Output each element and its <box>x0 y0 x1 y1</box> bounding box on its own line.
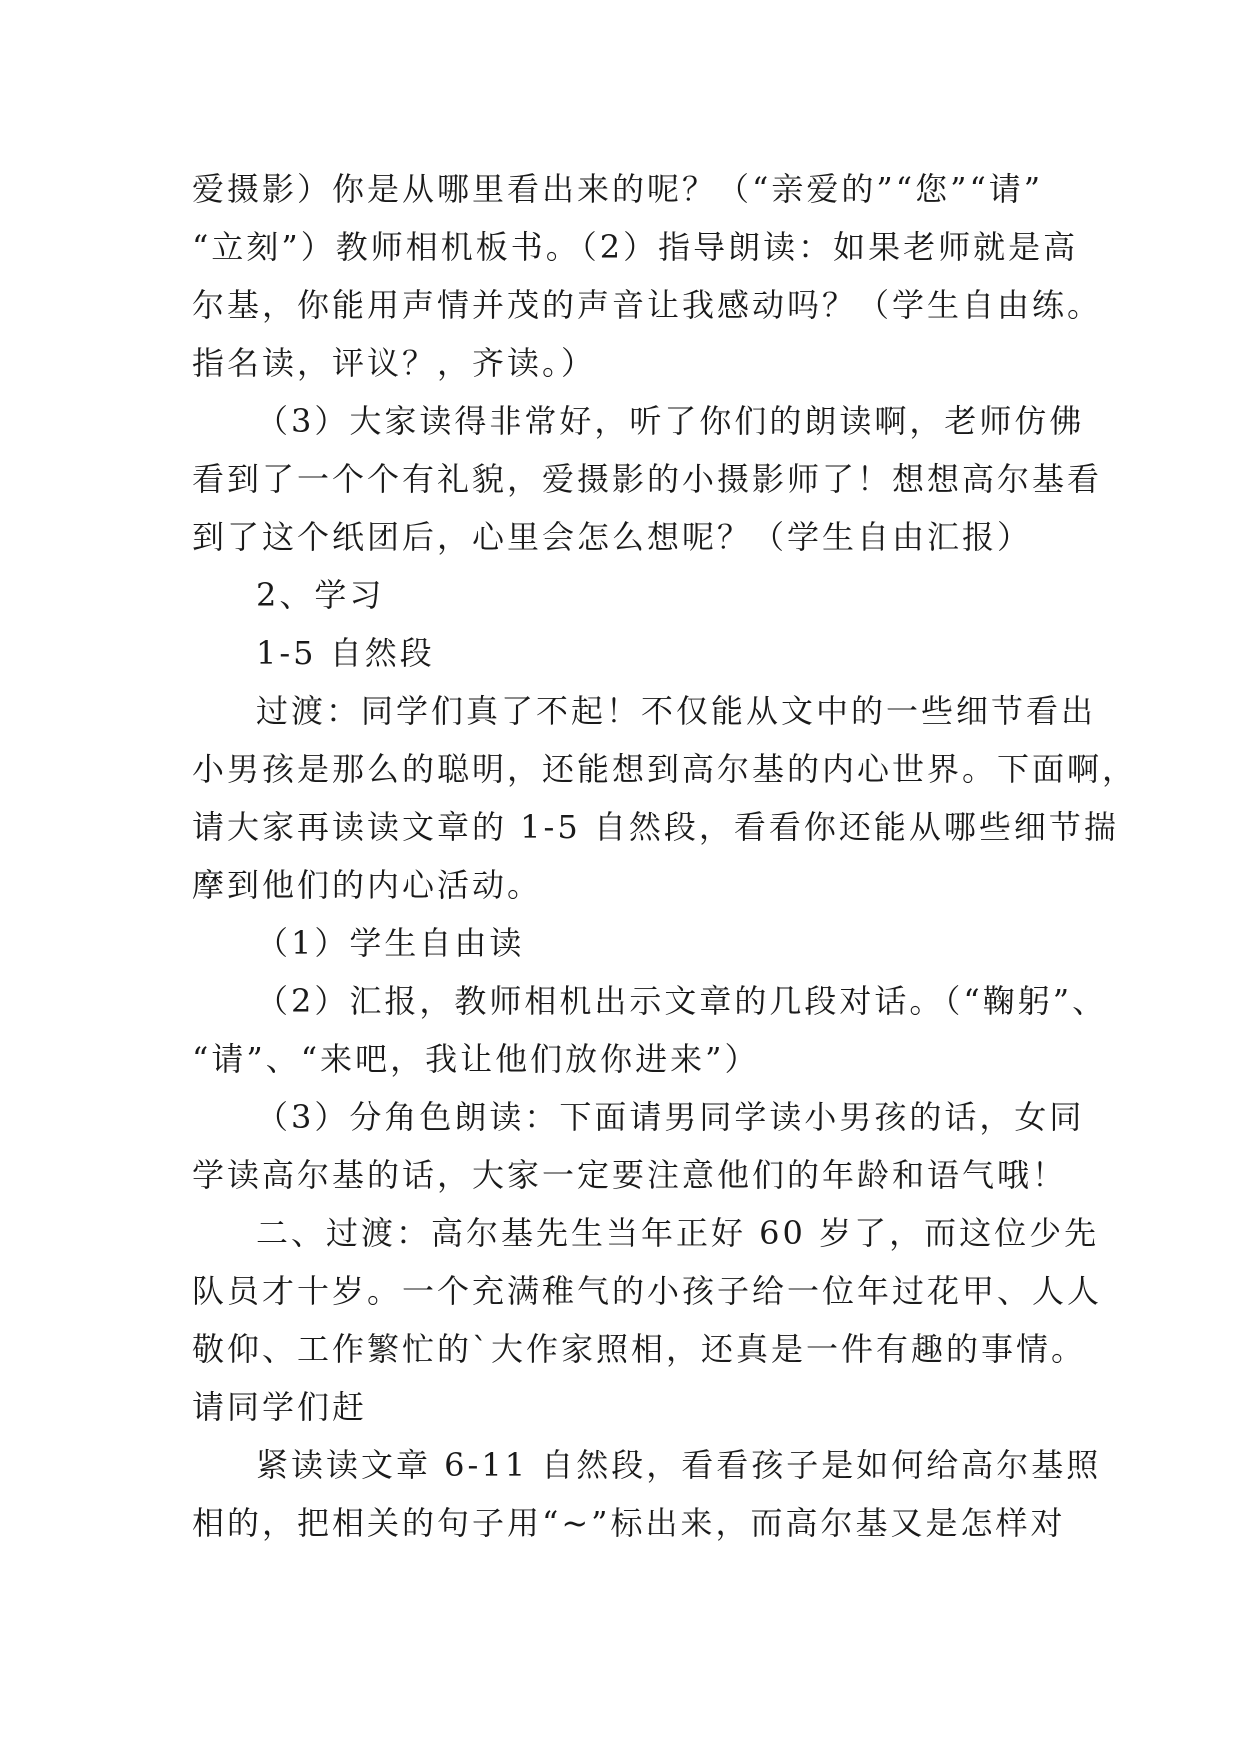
text-line-11: 小男孩是那么的聪明，还能想到高尔基的内心世界。下面啊， <box>192 750 1138 788</box>
text-line-13: 摩到他们的内心活动。 <box>192 866 543 904</box>
text-line-22: 请同学们赶 <box>192 1388 368 1426</box>
text-line-3: 尔基，你能用声情并茂的声音让我感动吗？（学生自由练。 <box>192 286 1103 324</box>
text-line-4: 指名读，评议？，齐读。） <box>192 344 597 382</box>
text-line-21: 敬仰、工作繁忙的`大作家照相，还真是一件有趣的事情。 <box>192 1330 1087 1368</box>
text-line-12: 请大家再读读文章的 1-5 自然段，看看你还能从哪些细节揣 <box>192 808 1119 846</box>
text-line-23: 紧读读文章 6-11 自然段，看看孩子是如何给高尔基照 <box>256 1446 1102 1484</box>
text-line-14: （1）学生自由读 <box>256 924 525 962</box>
text-line-1: 爱摄影）你是从哪里看出来的呢？（“亲爱的”“您”“请” <box>192 170 1044 208</box>
document-body <box>192 160 1138 1552</box>
text-line-15: （2）汇报，教师相机出示文章的几段对话。（“鞠躬”、 <box>256 982 1108 1020</box>
text-line-5: （3）大家读得非常好，听了你们的朗读啊，老师仿佛 <box>256 402 1085 440</box>
text-line-24: 相的，把相关的句子用“~”标出来，而高尔基又是怎样对 <box>192 1504 1066 1542</box>
text-line-20: 队员才十岁。一个充满稚气的小孩子给一位年过花甲、人人 <box>192 1272 1103 1310</box>
text-line-6: 看到了一个个有礼貌，爱摄影的小摄影师了！想想高尔基看 <box>192 460 1103 498</box>
text-line-2: “立刻”）教师相机板书。（2）指导朗读：如果老师就是高 <box>192 228 1079 266</box>
text-line-10: 过渡：同学们真了不起！不仅能从文中的一些细节看出 <box>256 692 1097 730</box>
text-line-19: 二、过渡：高尔基先生当年正好 60 岁了，而这位少先 <box>256 1214 1100 1252</box>
text-line-9: 1-5 自然段 <box>256 634 435 672</box>
text-line-17: （3）分角色朗读：下面请男同学读小男孩的话，女同 <box>256 1098 1085 1136</box>
text-line-16: “请”、“来吧，我让他们放你进来”） <box>192 1040 760 1078</box>
text-line-8: 2、学习 <box>256 576 385 614</box>
text-line-18: 学读高尔基的话，大家一定要注意他们的年龄和语气哦！ <box>192 1156 1068 1194</box>
text-line-7: 到了这个纸团后，心里会怎么想呢？（学生自由汇报） <box>192 518 1033 556</box>
